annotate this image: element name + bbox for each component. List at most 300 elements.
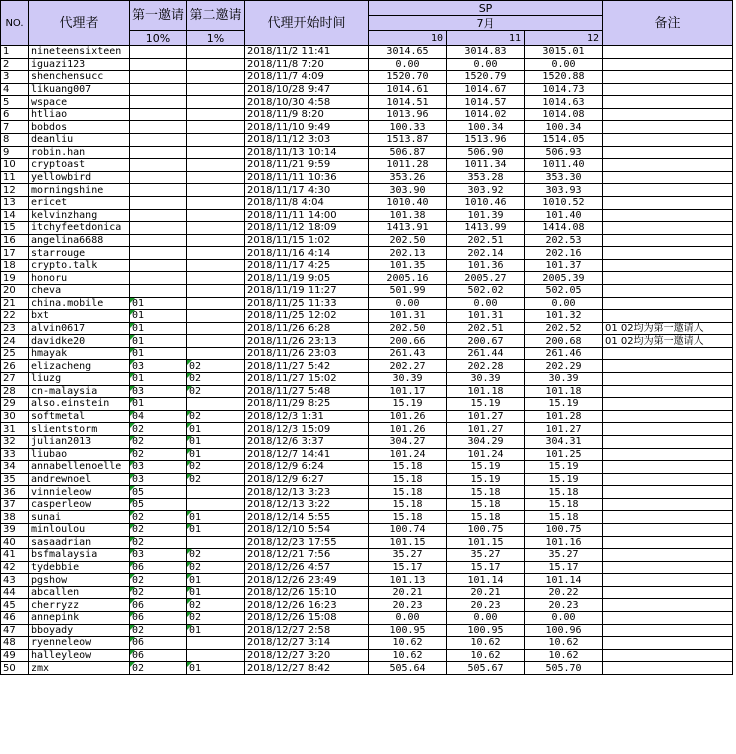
cell-start-time[interactable]: 2018/12/27 8:42 [245, 662, 369, 675]
cell-first-invite[interactable]: 03 [130, 385, 187, 398]
cell-note[interactable] [603, 171, 733, 184]
cell-second-invite[interactable]: 02 [187, 410, 245, 423]
cell-second-invite[interactable]: 01 [187, 511, 245, 524]
cell-sp-day-12[interactable]: 101.25 [525, 448, 603, 461]
cell-sp-day-12[interactable]: 353.30 [525, 171, 603, 184]
cell-note[interactable] [603, 637, 733, 650]
cell-note[interactable] [603, 561, 733, 574]
cell-sp-day-11[interactable]: 101.18 [447, 385, 525, 398]
cell-agent[interactable]: yellowbird [29, 171, 130, 184]
cell-sp-day-10[interactable]: 10.62 [369, 649, 447, 662]
cell-start-time[interactable]: 2018/12/10 5:54 [245, 523, 369, 536]
cell-no[interactable]: 20 [1, 284, 29, 297]
cell-sp-day-10[interactable]: 303.90 [369, 184, 447, 197]
cell-sp-day-12[interactable]: 15.19 [525, 473, 603, 486]
cell-no[interactable]: 34 [1, 461, 29, 474]
cell-sp-day-11[interactable]: 202.51 [447, 322, 525, 335]
header-day-12[interactable]: 12 [525, 31, 603, 46]
cell-first-invite[interactable]: 01 [130, 373, 187, 386]
cell-sp-day-11[interactable]: 15.19 [447, 461, 525, 474]
cell-sp-day-10[interactable]: 15.18 [369, 461, 447, 474]
cell-no[interactable]: 17 [1, 247, 29, 260]
cell-no[interactable]: 42 [1, 561, 29, 574]
cell-start-time[interactable]: 2018/12/6 3:37 [245, 435, 369, 448]
cell-second-invite[interactable] [187, 58, 245, 71]
cell-first-invite[interactable] [130, 184, 187, 197]
cell-start-time[interactable]: 2018/11/8 7:20 [245, 58, 369, 71]
cell-sp-day-11[interactable]: 15.19 [447, 398, 525, 411]
cell-second-invite[interactable] [187, 637, 245, 650]
cell-no[interactable]: 48 [1, 637, 29, 650]
cell-sp-day-11[interactable]: 1413.99 [447, 222, 525, 235]
cell-no[interactable]: 27 [1, 373, 29, 386]
header-start-time[interactable]: 代理开始时间 [245, 1, 369, 46]
cell-agent[interactable]: annepink [29, 612, 130, 625]
cell-sp-day-12[interactable]: 506.93 [525, 146, 603, 159]
cell-second-invite[interactable] [187, 121, 245, 134]
cell-agent[interactable]: sasaadrian [29, 536, 130, 549]
cell-agent[interactable]: davidke20 [29, 335, 130, 348]
cell-note[interactable] [603, 297, 733, 310]
cell-sp-day-11[interactable]: 502.02 [447, 284, 525, 297]
cell-no[interactable]: 43 [1, 574, 29, 587]
cell-agent[interactable]: itchyfeetdonica [29, 222, 130, 235]
cell-sp-day-12[interactable]: 3015.01 [525, 46, 603, 59]
cell-second-invite[interactable] [187, 284, 245, 297]
cell-agent[interactable]: cherryzz [29, 599, 130, 612]
cell-second-invite[interactable] [187, 498, 245, 511]
cell-second-invite[interactable] [187, 222, 245, 235]
cell-sp-day-11[interactable]: 15.18 [447, 486, 525, 499]
cell-sp-day-12[interactable]: 35.27 [525, 549, 603, 562]
cell-sp-day-11[interactable]: 101.39 [447, 209, 525, 222]
cell-agent[interactable]: liubao [29, 448, 130, 461]
cell-sp-day-12[interactable]: 1520.88 [525, 71, 603, 84]
cell-no[interactable]: 16 [1, 234, 29, 247]
cell-sp-day-11[interactable]: 101.27 [447, 423, 525, 436]
cell-sp-day-11[interactable]: 101.15 [447, 536, 525, 549]
cell-note[interactable] [603, 612, 733, 625]
cell-agent[interactable]: zmx [29, 662, 130, 675]
cell-first-invite[interactable] [130, 222, 187, 235]
cell-start-time[interactable]: 2018/10/28 9:47 [245, 83, 369, 96]
cell-sp-day-12[interactable]: 261.46 [525, 347, 603, 360]
cell-note[interactable] [603, 184, 733, 197]
cell-second-invite[interactable] [187, 259, 245, 272]
cell-second-invite[interactable]: 02 [187, 473, 245, 486]
cell-second-invite[interactable]: 02 [187, 612, 245, 625]
cell-sp-day-10[interactable]: 100.95 [369, 624, 447, 637]
cell-agent[interactable]: ericet [29, 196, 130, 209]
cell-note[interactable] [603, 58, 733, 71]
cell-sp-day-10[interactable]: 202.13 [369, 247, 447, 260]
cell-second-invite[interactable]: 02 [187, 561, 245, 574]
cell-no[interactable]: 1 [1, 46, 29, 59]
cell-no[interactable]: 33 [1, 448, 29, 461]
cell-note[interactable]: 01 02均为第一邀请人 [603, 322, 733, 335]
cell-second-invite[interactable] [187, 297, 245, 310]
cell-sp-day-10[interactable]: 101.15 [369, 536, 447, 549]
cell-no[interactable]: 23 [1, 322, 29, 335]
cell-sp-day-12[interactable]: 202.29 [525, 360, 603, 373]
cell-first-invite[interactable]: 02 [130, 523, 187, 536]
cell-sp-day-12[interactable]: 303.93 [525, 184, 603, 197]
cell-first-invite[interactable] [130, 121, 187, 134]
cell-no[interactable]: 8 [1, 134, 29, 147]
cell-second-invite[interactable] [187, 96, 245, 109]
cell-sp-day-10[interactable]: 3014.65 [369, 46, 447, 59]
cell-sp-day-10[interactable]: 101.26 [369, 423, 447, 436]
cell-second-invite[interactable]: 01 [187, 523, 245, 536]
cell-sp-day-12[interactable]: 20.22 [525, 586, 603, 599]
cell-agent[interactable]: halleyleow [29, 649, 130, 662]
cell-no[interactable]: 38 [1, 511, 29, 524]
cell-no[interactable]: 4 [1, 83, 29, 96]
cell-start-time[interactable]: 2018/11/12 18:09 [245, 222, 369, 235]
cell-note[interactable] [603, 461, 733, 474]
cell-note[interactable] [603, 108, 733, 121]
cell-first-invite[interactable] [130, 108, 187, 121]
cell-second-invite[interactable] [187, 272, 245, 285]
cell-sp-day-11[interactable]: 1014.02 [447, 108, 525, 121]
cell-second-invite[interactable] [187, 234, 245, 247]
cell-sp-day-11[interactable]: 202.28 [447, 360, 525, 373]
cell-sp-day-10[interactable]: 1014.61 [369, 83, 447, 96]
cell-note[interactable] [603, 511, 733, 524]
cell-note[interactable] [603, 196, 733, 209]
cell-sp-day-10[interactable]: 1513.87 [369, 134, 447, 147]
header-agent[interactable]: 代理者 [29, 1, 130, 46]
cell-note[interactable] [603, 96, 733, 109]
cell-second-invite[interactable] [187, 649, 245, 662]
cell-sp-day-10[interactable]: 101.17 [369, 385, 447, 398]
cell-sp-day-11[interactable]: 15.19 [447, 473, 525, 486]
cell-sp-day-10[interactable]: 101.24 [369, 448, 447, 461]
cell-note[interactable] [603, 373, 733, 386]
cell-second-invite[interactable] [187, 83, 245, 96]
cell-agent[interactable]: likuang007 [29, 83, 130, 96]
cell-sp-day-10[interactable]: 101.26 [369, 410, 447, 423]
cell-agent[interactable]: vinnieleow [29, 486, 130, 499]
cell-first-invite[interactable]: 02 [130, 624, 187, 637]
cell-first-invite[interactable]: 01 [130, 310, 187, 323]
cell-no[interactable]: 9 [1, 146, 29, 159]
cell-agent[interactable]: also.einstein [29, 398, 130, 411]
cell-note[interactable] [603, 247, 733, 260]
cell-note[interactable] [603, 549, 733, 562]
cell-agent[interactable]: iguazi123 [29, 58, 130, 71]
cell-no[interactable]: 2 [1, 58, 29, 71]
cell-sp-day-10[interactable]: 20.23 [369, 599, 447, 612]
cell-sp-day-12[interactable]: 202.16 [525, 247, 603, 260]
cell-note[interactable] [603, 486, 733, 499]
cell-first-invite[interactable]: 01 [130, 297, 187, 310]
cell-first-invite[interactable]: 02 [130, 536, 187, 549]
cell-sp-day-12[interactable]: 101.28 [525, 410, 603, 423]
cell-first-invite[interactable]: 06 [130, 637, 187, 650]
cell-start-time[interactable]: 2018/12/3 15:09 [245, 423, 369, 436]
cell-start-time[interactable]: 2018/11/26 23:03 [245, 347, 369, 360]
cell-no[interactable]: 28 [1, 385, 29, 398]
cell-sp-day-10[interactable]: 1011.28 [369, 159, 447, 172]
cell-first-invite[interactable]: 06 [130, 649, 187, 662]
cell-second-invite[interactable] [187, 322, 245, 335]
cell-sp-day-10[interactable]: 1413.91 [369, 222, 447, 235]
cell-first-invite[interactable] [130, 58, 187, 71]
cell-start-time[interactable]: 2018/11/11 14:00 [245, 209, 369, 222]
cell-agent[interactable]: cn-malaysia [29, 385, 130, 398]
header-sp[interactable]: SP [369, 1, 603, 16]
header-second-pct[interactable]: 1% [187, 31, 245, 46]
cell-sp-day-10[interactable]: 101.31 [369, 310, 447, 323]
cell-no[interactable]: 21 [1, 297, 29, 310]
cell-sp-day-11[interactable]: 1014.57 [447, 96, 525, 109]
cell-start-time[interactable]: 2018/12/14 5:55 [245, 511, 369, 524]
cell-agent[interactable]: bboyady [29, 624, 130, 637]
cell-agent[interactable]: minloulou [29, 523, 130, 536]
cell-no[interactable]: 19 [1, 272, 29, 285]
cell-sp-day-12[interactable]: 0.00 [525, 297, 603, 310]
cell-sp-day-10[interactable]: 261.43 [369, 347, 447, 360]
cell-first-invite[interactable] [130, 159, 187, 172]
cell-agent[interactable]: hmayak [29, 347, 130, 360]
cell-sp-day-11[interactable]: 20.23 [447, 599, 525, 612]
cell-agent[interactable]: crypto.talk [29, 259, 130, 272]
cell-second-invite[interactable]: 01 [187, 435, 245, 448]
cell-sp-day-10[interactable]: 0.00 [369, 612, 447, 625]
cell-second-invite[interactable]: 01 [187, 574, 245, 587]
cell-start-time[interactable]: 2018/11/10 9:49 [245, 121, 369, 134]
cell-start-time[interactable]: 2018/12/23 17:55 [245, 536, 369, 549]
cell-first-invite[interactable] [130, 46, 187, 59]
cell-sp-day-10[interactable]: 15.18 [369, 511, 447, 524]
cell-agent[interactable]: slientstorm [29, 423, 130, 436]
cell-first-invite[interactable]: 03 [130, 549, 187, 562]
cell-start-time[interactable]: 2018/11/27 5:48 [245, 385, 369, 398]
cell-note[interactable] [603, 523, 733, 536]
cell-no[interactable]: 45 [1, 599, 29, 612]
cell-sp-day-11[interactable]: 10.62 [447, 637, 525, 650]
cell-first-invite[interactable] [130, 134, 187, 147]
cell-sp-day-12[interactable]: 1011.40 [525, 159, 603, 172]
cell-sp-day-10[interactable]: 505.64 [369, 662, 447, 675]
cell-no[interactable]: 24 [1, 335, 29, 348]
cell-note[interactable] [603, 83, 733, 96]
cell-start-time[interactable]: 2018/12/26 23:49 [245, 574, 369, 587]
cell-first-invite[interactable]: 02 [130, 511, 187, 524]
cell-note[interactable] [603, 284, 733, 297]
cell-sp-day-11[interactable]: 0.00 [447, 297, 525, 310]
cell-first-invite[interactable]: 03 [130, 461, 187, 474]
cell-sp-day-10[interactable]: 20.21 [369, 586, 447, 599]
cell-second-invite[interactable] [187, 108, 245, 121]
cell-first-invite[interactable]: 03 [130, 360, 187, 373]
cell-first-invite[interactable]: 03 [130, 473, 187, 486]
cell-no[interactable]: 10 [1, 159, 29, 172]
header-note[interactable]: 备注 [603, 1, 733, 46]
cell-sp-day-12[interactable]: 2005.39 [525, 272, 603, 285]
cell-sp-day-11[interactable]: 261.44 [447, 347, 525, 360]
cell-sp-day-10[interactable]: 202.27 [369, 360, 447, 373]
cell-sp-day-11[interactable]: 101.24 [447, 448, 525, 461]
cell-sp-day-11[interactable]: 30.39 [447, 373, 525, 386]
cell-sp-day-10[interactable]: 202.50 [369, 234, 447, 247]
cell-second-invite[interactable] [187, 247, 245, 260]
cell-agent[interactable]: wspace [29, 96, 130, 109]
cell-first-invite[interactable] [130, 96, 187, 109]
cell-second-invite[interactable] [187, 171, 245, 184]
cell-note[interactable] [603, 498, 733, 511]
cell-sp-day-11[interactable]: 15.18 [447, 498, 525, 511]
cell-sp-day-12[interactable]: 1010.52 [525, 196, 603, 209]
cell-sp-day-12[interactable]: 202.53 [525, 234, 603, 247]
cell-note[interactable] [603, 347, 733, 360]
cell-sp-day-11[interactable]: 1011.34 [447, 159, 525, 172]
cell-start-time[interactable]: 2018/12/3 1:31 [245, 410, 369, 423]
cell-start-time[interactable]: 2018/11/15 1:02 [245, 234, 369, 247]
cell-start-time[interactable]: 2018/10/30 4:58 [245, 96, 369, 109]
cell-no[interactable]: 25 [1, 347, 29, 360]
cell-note[interactable] [603, 146, 733, 159]
cell-agent[interactable]: bobdos [29, 121, 130, 134]
cell-note[interactable] [603, 134, 733, 147]
cell-first-invite[interactable] [130, 83, 187, 96]
cell-no[interactable]: 6 [1, 108, 29, 121]
cell-sp-day-10[interactable]: 1014.51 [369, 96, 447, 109]
cell-first-invite[interactable]: 04 [130, 410, 187, 423]
cell-agent[interactable]: tydebbie [29, 561, 130, 574]
cell-agent[interactable]: cryptoast [29, 159, 130, 172]
cell-start-time[interactable]: 2018/11/19 9:05 [245, 272, 369, 285]
cell-start-time[interactable]: 2018/12/7 14:41 [245, 448, 369, 461]
cell-first-invite[interactable]: 01 [130, 398, 187, 411]
cell-no[interactable]: 37 [1, 498, 29, 511]
cell-second-invite[interactable]: 01 [187, 624, 245, 637]
cell-first-invite[interactable] [130, 284, 187, 297]
cell-sp-day-12[interactable]: 30.39 [525, 373, 603, 386]
cell-first-invite[interactable] [130, 146, 187, 159]
cell-agent[interactable]: pgshow [29, 574, 130, 587]
cell-sp-day-12[interactable]: 101.14 [525, 574, 603, 587]
cell-sp-day-11[interactable]: 15.17 [447, 561, 525, 574]
cell-sp-day-10[interactable]: 353.26 [369, 171, 447, 184]
cell-sp-day-12[interactable]: 1414.08 [525, 222, 603, 235]
cell-sp-day-11[interactable]: 202.14 [447, 247, 525, 260]
cell-start-time[interactable]: 2018/11/29 8:25 [245, 398, 369, 411]
cell-agent[interactable]: softmetal [29, 410, 130, 423]
cell-sp-day-12[interactable]: 505.70 [525, 662, 603, 675]
cell-sp-day-11[interactable]: 10.62 [447, 649, 525, 662]
cell-second-invite[interactable] [187, 398, 245, 411]
cell-sp-day-11[interactable]: 506.90 [447, 146, 525, 159]
cell-sp-day-11[interactable]: 0.00 [447, 58, 525, 71]
cell-sp-day-10[interactable]: 100.33 [369, 121, 447, 134]
header-day-11[interactable]: 11 [447, 31, 525, 46]
cell-start-time[interactable]: 2018/11/8 4:04 [245, 196, 369, 209]
cell-sp-day-10[interactable]: 2005.16 [369, 272, 447, 285]
header-month[interactable]: 7月 [369, 16, 603, 31]
cell-sp-day-12[interactable]: 100.75 [525, 523, 603, 536]
header-no[interactable]: NO. [1, 1, 29, 46]
cell-sp-day-12[interactable]: 0.00 [525, 58, 603, 71]
cell-sp-day-11[interactable]: 101.36 [447, 259, 525, 272]
cell-start-time[interactable]: 2018/11/12 3:03 [245, 134, 369, 147]
cell-agent[interactable]: bsfmalaysia [29, 549, 130, 562]
cell-sp-day-11[interactable]: 2005.27 [447, 272, 525, 285]
cell-first-invite[interactable]: 02 [130, 574, 187, 587]
cell-sp-day-10[interactable]: 0.00 [369, 297, 447, 310]
cell-agent[interactable]: china.mobile [29, 297, 130, 310]
cell-second-invite[interactable] [187, 71, 245, 84]
cell-sp-day-12[interactable]: 101.16 [525, 536, 603, 549]
cell-first-invite[interactable]: 02 [130, 435, 187, 448]
cell-sp-day-10[interactable]: 202.50 [369, 322, 447, 335]
cell-note[interactable] [603, 473, 733, 486]
cell-no[interactable]: 13 [1, 196, 29, 209]
cell-start-time[interactable]: 2018/11/26 23:13 [245, 335, 369, 348]
cell-second-invite[interactable] [187, 536, 245, 549]
cell-sp-day-11[interactable]: 1513.96 [447, 134, 525, 147]
cell-note[interactable] [603, 410, 733, 423]
cell-sp-day-10[interactable]: 501.99 [369, 284, 447, 297]
cell-second-invite[interactable] [187, 310, 245, 323]
cell-second-invite[interactable] [187, 335, 245, 348]
cell-start-time[interactable]: 2018/12/13 3:23 [245, 486, 369, 499]
cell-second-invite[interactable]: 01 [187, 586, 245, 599]
cell-note[interactable] [603, 121, 733, 134]
cell-sp-day-11[interactable]: 101.14 [447, 574, 525, 587]
cell-note[interactable] [603, 46, 733, 59]
cell-no[interactable]: 22 [1, 310, 29, 323]
cell-second-invite[interactable]: 02 [187, 461, 245, 474]
cell-sp-day-11[interactable]: 353.28 [447, 171, 525, 184]
cell-first-invite[interactable]: 02 [130, 423, 187, 436]
cell-no[interactable]: 18 [1, 259, 29, 272]
cell-sp-day-11[interactable]: 0.00 [447, 612, 525, 625]
cell-start-time[interactable]: 2018/11/2 11:41 [245, 46, 369, 59]
cell-sp-day-10[interactable]: 1013.96 [369, 108, 447, 121]
cell-note[interactable] [603, 234, 733, 247]
cell-note[interactable] [603, 71, 733, 84]
cell-no[interactable]: 46 [1, 612, 29, 625]
cell-sp-day-10[interactable]: 15.18 [369, 473, 447, 486]
cell-agent[interactable]: elizacheng [29, 360, 130, 373]
cell-start-time[interactable]: 2018/11/17 4:25 [245, 259, 369, 272]
cell-start-time[interactable]: 2018/11/27 5:42 [245, 360, 369, 373]
cell-start-time[interactable]: 2018/12/27 2:58 [245, 624, 369, 637]
cell-sp-day-12[interactable]: 15.18 [525, 486, 603, 499]
cell-sp-day-10[interactable]: 100.74 [369, 523, 447, 536]
cell-agent[interactable]: liuzg [29, 373, 130, 386]
cell-second-invite[interactable]: 01 [187, 448, 245, 461]
cell-note[interactable] [603, 360, 733, 373]
cell-sp-day-11[interactable]: 200.67 [447, 335, 525, 348]
cell-sp-day-12[interactable]: 304.31 [525, 435, 603, 448]
cell-note[interactable] [603, 662, 733, 675]
cell-sp-day-12[interactable]: 1014.08 [525, 108, 603, 121]
cell-second-invite[interactable]: 02 [187, 549, 245, 562]
cell-first-invite[interactable]: 01 [130, 322, 187, 335]
header-day-10[interactable]: 10 [369, 31, 447, 46]
cell-sp-day-11[interactable]: 1014.67 [447, 83, 525, 96]
cell-first-invite[interactable] [130, 234, 187, 247]
cell-no[interactable]: 44 [1, 586, 29, 599]
cell-agent[interactable]: casperleow [29, 498, 130, 511]
cell-agent[interactable]: andrewnoel [29, 473, 130, 486]
cell-no[interactable]: 47 [1, 624, 29, 637]
cell-second-invite[interactable] [187, 146, 245, 159]
cell-sp-day-12[interactable]: 15.19 [525, 461, 603, 474]
